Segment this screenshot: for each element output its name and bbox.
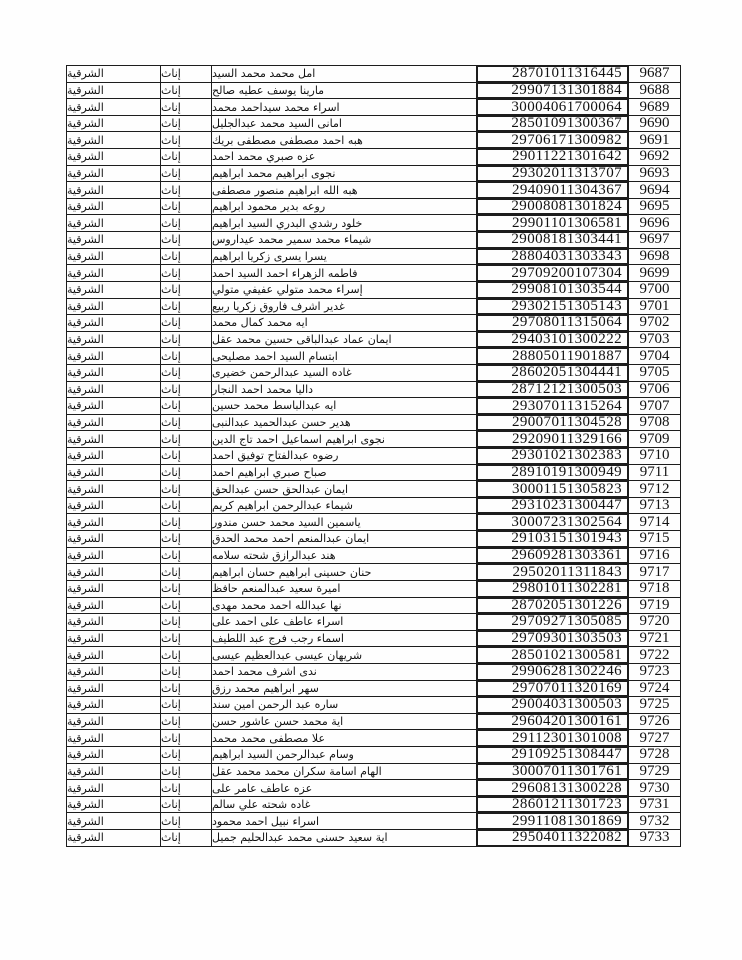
gender-cell: إناث [160,696,212,714]
gender-cell: إناث [160,630,212,648]
governorate-cell: الشرقية [66,430,161,448]
national-id-cell: 30001151305823 [476,480,629,498]
serial-number-cell: 9704 [628,347,681,365]
student-name-cell: ابتسام السيد احمد مصليحى [211,347,477,365]
gender-cell: إناث [160,298,212,316]
student-name-cell: نجوى ابراهيم محمد ابراهيم [211,165,477,183]
table-row [66,381,683,399]
serial-number-cell: 9699 [628,264,681,282]
national-id-cell: 29801011302281 [476,580,629,598]
student-name-cell: ايمان عماد عبدالباقى حسين محمد عقل [211,331,477,349]
serial-number-cell: 9725 [628,696,681,714]
student-name-cell: رضوه عبدالفتاح توفيق احمد [211,447,477,465]
national-id-cell: 29004031300503 [476,696,629,714]
national-id-cell: 29708011315064 [476,314,629,332]
table-row [66,580,683,598]
table-row [66,198,683,216]
national-id-cell: 28712121300503 [476,381,629,399]
table-row [66,397,683,415]
student-name-cell: مارينا يوسف عطيه صالح [211,82,477,100]
serial-number-cell: 9691 [628,131,681,149]
serial-number-cell: 9726 [628,713,681,731]
student-name-cell: ايمان عبدالمنعم احمد محمد الحدق [211,530,477,548]
student-name-cell: امانى السيد محمد عبدالجليل [211,115,477,133]
national-id-cell: 29112301301008 [476,729,629,747]
student-name-cell: اسماء رجب فرج عبد اللطيف [211,630,477,648]
serial-number-cell: 9720 [628,613,681,631]
table-row [66,115,683,133]
gender-cell: إناث [160,597,212,615]
table-row [66,746,683,764]
table-row [66,613,683,631]
national-id-cell: 29310231300447 [476,497,629,515]
serial-number-cell: 9712 [628,480,681,498]
serial-number-cell: 9729 [628,763,681,781]
serial-number-cell: 9692 [628,148,681,166]
gender-cell: إناث [160,248,212,266]
gender-cell: إناث [160,231,212,249]
student-name-cell: نها عبدالله احمد محمد مهدى [211,597,477,615]
student-name-cell: اسراء محمد سيداحمد محمد [211,98,477,116]
gender-cell: إناث [160,680,212,698]
national-id-cell: 30007011301761 [476,763,629,781]
serial-number-cell: 9708 [628,414,681,432]
table-row [66,796,683,814]
serial-number-cell: 9690 [628,115,681,133]
national-id-cell: 29709271305085 [476,613,629,631]
table-row [66,513,683,531]
table-row [66,131,683,149]
national-id-cell: 29109251308447 [476,746,629,764]
governorate-cell: الشرقية [66,513,161,531]
gender-cell: إناث [160,763,212,781]
national-id-cell: 29301021302383 [476,447,629,465]
governorate-cell: الشرقية [66,597,161,615]
student-name-cell: روعه بدير محمود ابراهيم [211,198,477,216]
governorate-cell: الشرقية [66,729,161,747]
student-name-cell: وسام عبدالرحمن السيد ابراهيم [211,746,477,764]
governorate-cell: الشرقية [66,248,161,266]
governorate-cell: الشرقية [66,264,161,282]
national-id-cell: 29011221301642 [476,148,629,166]
student-name-cell: إسراء محمد متولي عفيفي متولي [211,281,477,299]
student-name-cell: ايه عبدالباسط محمد حسين [211,397,477,415]
serial-number-cell: 9696 [628,214,681,232]
national-id-cell: 29403101300222 [476,331,629,349]
table-row [66,663,683,681]
gender-cell: إناث [160,264,212,282]
student-name-cell: غاده السيد عبدالرحمن خضيرى [211,364,477,382]
serial-number-cell: 9694 [628,181,681,199]
student-name-cell: اية سعيد حسنى محمد عبدالحليم جميل [211,829,477,847]
governorate-cell: الشرقية [66,580,161,598]
serial-number-cell: 9697 [628,231,681,249]
national-id-cell: 29008081301824 [476,198,629,216]
national-id-cell: 30007231302564 [476,513,629,531]
gender-cell: إناث [160,829,212,847]
national-id-cell: 29007011304528 [476,414,629,432]
serial-number-cell: 9711 [628,464,681,482]
gender-cell: إناث [160,447,212,465]
table-row [66,812,683,830]
serial-number-cell: 9719 [628,597,681,615]
student-name-cell: شيماء محمد سمير محمد عيداروس [211,231,477,249]
governorate-cell: الشرقية [66,713,161,731]
student-name-cell: ايه محمد كمال محمد [211,314,477,332]
governorate-cell: الشرقية [66,397,161,415]
governorate-cell: الشرقية [66,829,161,847]
governorate-cell: الشرقية [66,630,161,648]
table-row [66,530,683,548]
governorate-cell: الشرقية [66,281,161,299]
student-name-cell: عزه صبري محمد احمد [211,148,477,166]
serial-number-cell: 9730 [628,779,681,797]
gender-cell: إناث [160,464,212,482]
gender-cell: إناث [160,82,212,100]
serial-number-cell: 9727 [628,729,681,747]
table-row [66,696,683,714]
governorate-cell: الشرقية [66,464,161,482]
national-id-cell: 29302011313707 [476,165,629,183]
table-row [66,713,683,731]
serial-number-cell: 9706 [628,381,681,399]
table-row [66,729,683,747]
governorate-cell: الشرقية [66,198,161,216]
serial-number-cell: 9717 [628,563,681,581]
national-id-cell: 29008181303441 [476,231,629,249]
gender-cell: إناث [160,796,212,814]
national-id-cell: 29409011304367 [476,181,629,199]
national-id-cell: 28501091300367 [476,115,629,133]
gender-cell: إناث [160,663,212,681]
table-row [66,364,683,382]
governorate-cell: الشرقية [66,148,161,166]
table-row [66,298,683,316]
gender-cell: إناث [160,98,212,116]
gender-cell: إناث [160,729,212,747]
national-id-cell: 29604201300161 [476,713,629,731]
student-name-cell: اسراء نبيل احمد محمود [211,812,477,830]
national-id-cell: 29908101303544 [476,281,629,299]
gender-cell: إناث [160,779,212,797]
serial-number-cell: 9700 [628,281,681,299]
table-row [66,331,683,349]
gender-cell: إناث [160,65,212,83]
table-row [66,314,683,332]
gender-cell: إناث [160,563,212,581]
gender-cell: إناث [160,480,212,498]
student-name-cell: هبه الله ابراهيم منصور مصطفى [211,181,477,199]
table-row [66,480,683,498]
national-id-cell: 28701011316445 [476,65,629,83]
gender-cell: إناث [160,397,212,415]
gender-cell: إناث [160,115,212,133]
governorate-cell: الشرقية [66,680,161,698]
governorate-cell: الشرقية [66,314,161,332]
student-name-cell: ساره عبد الرحمن امين سند [211,696,477,714]
serial-number-cell: 9695 [628,198,681,216]
governorate-cell: الشرقية [66,447,161,465]
table-row [66,82,683,100]
gender-cell: إناث [160,347,212,365]
governorate-cell: الشرقية [66,82,161,100]
gender-cell: إناث [160,713,212,731]
gender-cell: إناث [160,314,212,332]
gender-cell: إناث [160,497,212,515]
student-name-cell: اية محمد حسن عاشور حسن [211,713,477,731]
student-name-cell: يسرا يسرى زكريا ابراهيم [211,248,477,266]
student-name-cell: ياسمين السيد محمد حسن مندور [211,513,477,531]
gender-cell: إناث [160,547,212,565]
national-id-cell: 29302151305143 [476,298,629,316]
governorate-cell: الشرقية [66,298,161,316]
governorate-cell: الشرقية [66,746,161,764]
serial-number-cell: 9688 [628,82,681,100]
table-row [66,497,683,515]
national-id-cell: 29907131301884 [476,82,629,100]
student-name-cell: هدير حسن عبدالحميد عبدالنبى [211,414,477,432]
serial-number-cell: 9705 [628,364,681,382]
serial-number-cell: 9702 [628,314,681,332]
table-row [66,148,683,166]
student-name-cell: حنان حسينى ابراهيم حسان ابراهيم [211,563,477,581]
serial-number-cell: 9716 [628,547,681,565]
student-name-cell: شريهان عيسى عبدالعظيم عيسى [211,646,477,664]
table-row [66,630,683,648]
governorate-cell: الشرقية [66,165,161,183]
governorate-cell: الشرقية [66,364,161,382]
table-row [66,165,683,183]
national-id-cell: 29103151301943 [476,530,629,548]
serial-number-cell: 9693 [628,165,681,183]
serial-number-cell: 9713 [628,497,681,515]
serial-number-cell: 9710 [628,447,681,465]
governorate-cell: الشرقية [66,381,161,399]
national-id-cell: 28601211301723 [476,796,629,814]
gender-cell: إناث [160,430,212,448]
serial-number-cell: 9723 [628,663,681,681]
serial-number-cell: 9732 [628,812,681,830]
national-id-cell: 28702051301226 [476,597,629,615]
serial-number-cell: 9707 [628,397,681,415]
table-row [66,347,683,365]
gender-cell: إناث [160,513,212,531]
serial-number-cell: 9728 [628,746,681,764]
gender-cell: إناث [160,148,212,166]
national-id-cell: 28501021300581 [476,646,629,664]
roster-table [66,65,683,847]
student-name-cell: علا مصطفى محمد محمد [211,729,477,747]
governorate-cell: الشرقية [66,547,161,565]
national-id-cell: 29709301303503 [476,630,629,648]
serial-number-cell: 9733 [628,829,681,847]
gender-cell: إناث [160,746,212,764]
governorate-cell: الشرقية [66,331,161,349]
national-id-cell: 29502011311843 [476,563,629,581]
student-name-cell: شيماء عبدالرحمن ابراهيم كريم [211,497,477,515]
governorate-cell: الشرقية [66,497,161,515]
national-id-cell: 29911081301869 [476,812,629,830]
national-id-cell: 29707011320169 [476,680,629,698]
student-name-cell: سهر ابراهيم محمد رزق [211,680,477,698]
gender-cell: إناث [160,646,212,664]
student-name-cell: خلود رشدي البدري السيد ابراهيم [211,214,477,232]
serial-number-cell: 9722 [628,646,681,664]
serial-number-cell: 9714 [628,513,681,531]
national-id-cell: 28804031303343 [476,248,629,266]
student-name-cell: هبه احمد مصطفى مصطفى بريك [211,131,477,149]
gender-cell: إناث [160,364,212,382]
table-row [66,563,683,581]
serial-number-cell: 9709 [628,430,681,448]
table-row [66,447,683,465]
national-id-cell: 28910191300949 [476,464,629,482]
table-row [66,646,683,664]
student-name-cell: ايمان عبدالحق حسن عبدالحق [211,480,477,498]
table-row [66,65,683,83]
table-row [66,414,683,432]
serial-number-cell: 9698 [628,248,681,266]
governorate-cell: الشرقية [66,115,161,133]
student-name-cell: نجوى ابراهيم اسماعيل احمد تاج الدين [211,430,477,448]
national-id-cell: 29609281303361 [476,547,629,565]
gender-cell: إناث [160,281,212,299]
serial-number-cell: 9701 [628,298,681,316]
table-row [66,430,683,448]
governorate-cell: الشرقية [66,131,161,149]
gender-cell: إناث [160,414,212,432]
student-name-cell: ندى اشرف محمد احمد [211,663,477,681]
governorate-cell: الشرقية [66,646,161,664]
serial-number-cell: 9718 [628,580,681,598]
governorate-cell: الشرقية [66,214,161,232]
student-name-cell: غاده شحته علي سالم [211,796,477,814]
serial-number-cell: 9703 [628,331,681,349]
governorate-cell: الشرقية [66,779,161,797]
governorate-cell: الشرقية [66,763,161,781]
table-row [66,829,683,847]
serial-number-cell: 9731 [628,796,681,814]
table-row [66,464,683,482]
gender-cell: إناث [160,181,212,199]
gender-cell: إناث [160,165,212,183]
national-id-cell: 29504011322082 [476,829,629,847]
table-row [66,597,683,615]
gender-cell: إناث [160,131,212,149]
national-id-cell: 28805011901887 [476,347,629,365]
governorate-cell: الشرقية [66,414,161,432]
governorate-cell: الشرقية [66,347,161,365]
table-row [66,181,683,199]
serial-number-cell: 9715 [628,530,681,548]
national-id-cell: 28602051304441 [476,364,629,382]
gender-cell: إناث [160,580,212,598]
governorate-cell: الشرقية [66,696,161,714]
student-name-cell: امل محمد محمد السيد [211,65,477,83]
governorate-cell: الشرقية [66,480,161,498]
table-row [66,779,683,797]
governorate-cell: الشرقية [66,530,161,548]
national-id-cell: 29901101306581 [476,214,629,232]
governorate-cell: الشرقية [66,812,161,830]
student-name-cell: اميرة سعيد عبدالمنعم حافظ [211,580,477,598]
gender-cell: إناث [160,198,212,216]
student-name-cell: غدير اشرف فاروق زكريا ربيع [211,298,477,316]
table-row [66,680,683,698]
table-row [66,763,683,781]
student-name-cell: صباح صبري ابراهيم احمد [211,464,477,482]
student-name-cell: داليا محمد احمد النجار [211,381,477,399]
table-row [66,214,683,232]
governorate-cell: الشرقية [66,796,161,814]
table-row [66,264,683,282]
national-id-cell: 29709200107304 [476,264,629,282]
governorate-cell: الشرقية [66,98,161,116]
gender-cell: إناث [160,331,212,349]
gender-cell: إناث [160,613,212,631]
gender-cell: إناث [160,812,212,830]
national-id-cell: 29608131300228 [476,779,629,797]
table-row [66,98,683,116]
governorate-cell: الشرقية [66,231,161,249]
serial-number-cell: 9689 [628,98,681,116]
national-id-cell: 29706171300982 [476,131,629,149]
gender-cell: إناث [160,381,212,399]
table-row [66,547,683,565]
table-row [66,231,683,249]
serial-number-cell: 9687 [628,65,681,83]
table-row [66,281,683,299]
student-name-cell: عزه عاطف عامر على [211,779,477,797]
serial-number-cell: 9721 [628,630,681,648]
national-id-cell: 29307011315264 [476,397,629,415]
student-name-cell: الهام اسامة سكران محمد محمد عقل [211,763,477,781]
governorate-cell: الشرقية [66,563,161,581]
serial-number-cell: 9724 [628,680,681,698]
gender-cell: إناث [160,214,212,232]
national-id-cell: 29906281302246 [476,663,629,681]
student-name-cell: اسراء عاطف على احمد على [211,613,477,631]
governorate-cell: الشرقية [66,613,161,631]
governorate-cell: الشرقية [66,181,161,199]
national-id-cell: 30004061700064 [476,98,629,116]
table-row [66,248,683,266]
student-name-cell: فاطمه الزهراء احمد السيد احمد [211,264,477,282]
student-name-cell: هند عبدالرازق شحته سلامه [211,547,477,565]
governorate-cell: الشرقية [66,65,161,83]
gender-cell: إناث [160,530,212,548]
national-id-cell: 29209011329166 [476,430,629,448]
governorate-cell: الشرقية [66,663,161,681]
